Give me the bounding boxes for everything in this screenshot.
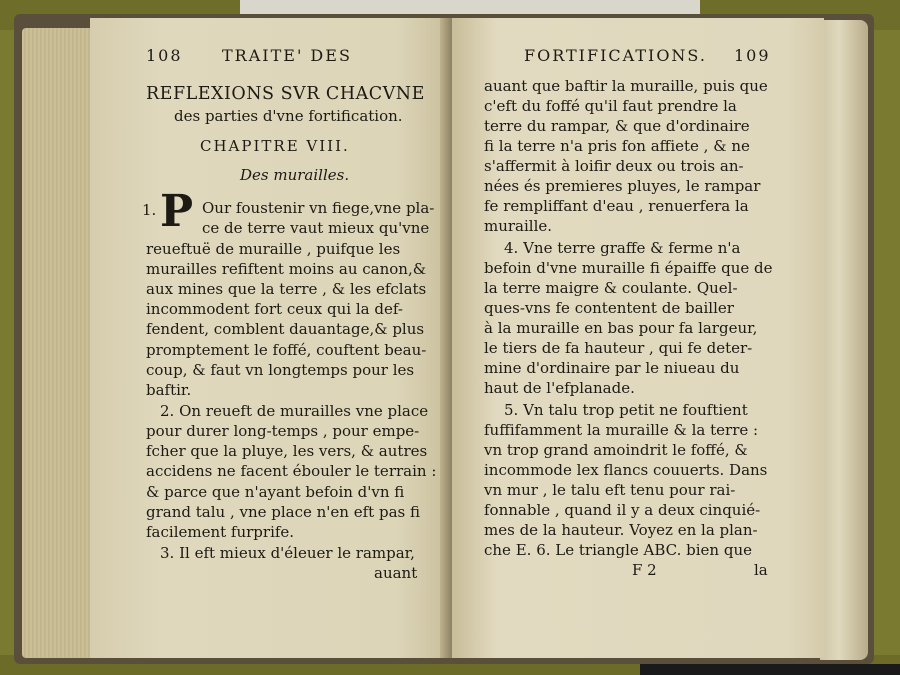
text-line: haut de l'efplanade. [484,379,635,397]
text-line: vn trop grand amoindrit le foffé, & [484,441,748,459]
text-line: & parce que n'ayant befoin d'vn fi [146,483,405,501]
text-line: ques-vns fe contentent de bailler [484,299,734,317]
right-page-number: 109 [734,46,771,65]
text-line: baftir. [146,381,192,399]
text-line: 4. Vne terre graffe & ferme n'a [504,239,741,257]
text-line: 2. On reueft de murailles vne place [160,402,429,420]
chapter-subtitle: Des murailles. [240,166,350,184]
text-line: che E. 6. Le triangle ABC. bien que [484,541,752,559]
text-line: aux mines que la terre , & les efclats [146,280,427,298]
drop-cap: P [160,186,194,237]
paragraph-number: 1. [142,201,157,219]
text-line: 3. Il eft mieux d'éleuer le rampar, [160,544,415,562]
text-line: fuffifamment la muraille & la terre : [484,421,759,439]
right-running-head: FORTIFICATIONS. [524,46,707,65]
chapter-title: CHAPITRE VIII. [200,137,350,155]
text-line: s'affermit à loifir deux ou trois an- [484,157,744,175]
page-edges-left [22,28,90,658]
text-line: befoin d'vne muraille fi épaiffe que de [484,259,773,277]
dark-strip [640,664,900,675]
text-line: nées és premieres pluyes, le rampar [484,177,761,195]
text-line: accidens ne facent ébouler le terrain : [146,462,437,480]
text-line: incommodent fort ceux qui la def- [146,300,403,318]
signature-mark: F 2 [632,561,657,579]
text-line: la terre maigre & coulante. Quel- [484,279,738,297]
left-running-head: TRAITE' DES [222,46,352,65]
text-line: fi la terre n'a pris fon affiete , & ne [484,137,750,155]
text-line: c'eft du foffé qu'il faut prendre la [484,97,737,115]
text-line: fonnable , quand il y a deux cinquié- [484,501,761,519]
page-edges-right [820,20,868,660]
left-page [90,18,450,658]
text-line: pour durer long-temps , pour empe- [146,422,420,440]
text-line: à la muraille en bas pour fa largeur, [484,319,758,337]
text-line: muraille. [484,217,553,235]
text-line: terre du rampar, & que d'ordinaire [484,117,750,135]
text-line: ce de terre vaut mieux qu'vne [202,219,430,237]
catchword-right: la [754,561,768,579]
text-line: fcher que la pluye, les vers, & autres [146,442,428,460]
text-line: Our foustenir vn fiege,vne pla- [202,199,435,217]
text-line: reueftuë de muraille , puifque les [146,240,401,258]
section-heading-line2: des parties d'vne fortification. [174,107,403,125]
text-line: le tiers de fa hauteur , qui fe deter- [484,339,753,357]
catchword-left: auant [374,564,418,582]
text-line: grand talu , vne place n'en eft pas fi [146,503,420,521]
section-heading-line1: REFLEXIONS SVR CHACVNE [146,84,425,104]
left-page-number: 108 [146,46,183,65]
text-line: auant que baftir la muraille, puis que [484,77,768,95]
text-line: vn mur , le talu eft tenu pour rai- [484,481,736,499]
text-line: 5. Vn talu trop petit ne fouftient [504,401,748,419]
text-line: fendent, comblent dauantage,& plus [146,320,425,338]
text-line: fe rempliffant d'eau , renuerfera la [484,197,749,215]
right-page [452,18,824,658]
text-line: incommode lex flancs couuerts. Dans [484,461,768,479]
text-line: coup, & faut vn longtemps pour les [146,361,415,379]
text-line: facilement furprife. [146,523,295,541]
text-line: mes de la hauteur. Voyez en la plan- [484,521,758,539]
text-line: promptement le foffé, couftent beau- [146,341,427,359]
text-line: murailles refiftent moins au canon,& [146,260,427,278]
text-line: mine d'ordinaire par le niueau du [484,359,740,377]
